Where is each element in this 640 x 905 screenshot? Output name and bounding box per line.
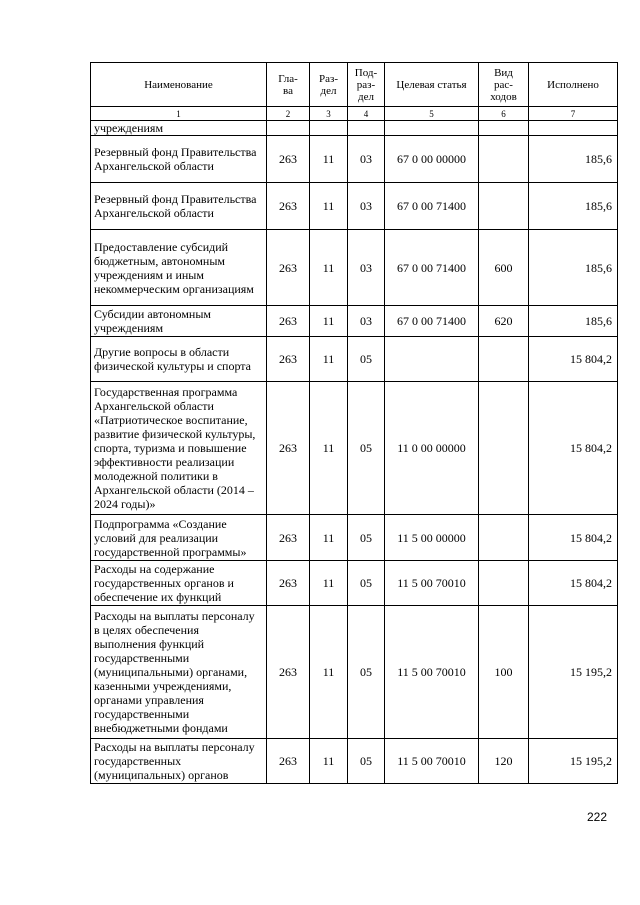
subsection-cell: 03 <box>348 183 385 230</box>
row-name-cell: Расходы на выплаты персоналу государственных (муниципальных) органов <box>91 739 267 784</box>
row-name-cell: Резервный фонд Правительства Архангельской области <box>91 136 267 183</box>
table-row <box>91 382 618 515</box>
column-number: 4 <box>348 107 385 121</box>
subsection-cell: 03 <box>348 230 385 306</box>
section-cell: 11 <box>310 515 348 561</box>
row-name-cell: Государственная программа Архангельской области «Патриотическое воспитание, развитие физической культуры, спорта, туризма и повышение эффективности реализации молодежной политики в Архангельской области (2014 – 2024 годы)» <box>91 382 267 515</box>
column-number: 7 <box>529 107 618 121</box>
executed-cell: 15 804,2 <box>529 382 618 515</box>
executed-cell <box>529 121 618 136</box>
header-section: Раз- дел <box>310 63 348 107</box>
table-row <box>91 306 618 337</box>
table-row <box>91 183 618 230</box>
row-name-cell: Расходы на выплаты персоналу в целях обеспечения выполнения функций государственными (муниципальными) органами, казенными учреждениями, органами управления государственными внебюджетными фондами <box>91 606 267 739</box>
target-article-cell: 67 0 00 71400 <box>385 306 479 337</box>
subsection-cell: 05 <box>348 606 385 739</box>
chapter-cell <box>267 121 310 136</box>
section-cell: 11 <box>310 230 348 306</box>
target-article-cell: 67 0 00 00000 <box>385 136 479 183</box>
section-cell <box>310 121 348 136</box>
chapter-cell: 263 <box>267 337 310 382</box>
chapter-cell: 263 <box>267 306 310 337</box>
target-article-cell: 11 5 00 70010 <box>385 606 479 739</box>
executed-cell: 15 804,2 <box>529 561 618 606</box>
section-cell: 11 <box>310 306 348 337</box>
row-name-cell: Расходы на содержание государственных органов и обеспечение их функций <box>91 561 267 606</box>
executed-cell: 185,6 <box>529 183 618 230</box>
target-article-cell: 11 5 00 70010 <box>385 561 479 606</box>
table-row <box>91 515 618 561</box>
table-row <box>91 561 618 606</box>
column-number-row <box>91 107 618 121</box>
header-name: Наименование <box>91 63 267 107</box>
chapter-cell: 263 <box>267 515 310 561</box>
target-article-cell: 11 5 00 00000 <box>385 515 479 561</box>
table-row <box>91 230 618 306</box>
section-cell: 11 <box>310 183 348 230</box>
executed-cell: 15 804,2 <box>529 515 618 561</box>
chapter-cell: 263 <box>267 382 310 515</box>
table-row <box>91 136 618 183</box>
table-row <box>91 337 618 382</box>
subsection-cell <box>348 121 385 136</box>
chapter-cell: 263 <box>267 183 310 230</box>
section-cell: 11 <box>310 561 348 606</box>
expense-type-cell <box>479 183 529 230</box>
table-row <box>91 739 618 784</box>
expense-type-cell <box>479 337 529 382</box>
chapter-cell: 263 <box>267 606 310 739</box>
subsection-cell: 03 <box>348 306 385 337</box>
subsection-cell: 05 <box>348 515 385 561</box>
target-article-cell: 67 0 00 71400 <box>385 183 479 230</box>
row-name-cell: Предоставление субсидий бюджетным, автономным учреждениям и иным некоммерческим организациям <box>91 230 267 306</box>
header-executed: Исполнено <box>529 63 618 107</box>
target-article-cell: 11 0 00 00000 <box>385 382 479 515</box>
subsection-cell: 05 <box>348 561 385 606</box>
subsection-cell: 03 <box>348 136 385 183</box>
executed-cell: 185,6 <box>529 230 618 306</box>
chapter-cell: 263 <box>267 739 310 784</box>
expense-type-cell: 120 <box>479 739 529 784</box>
table-header-row <box>91 63 618 107</box>
header-subsection: Под- раз- дел <box>348 63 385 107</box>
chapter-cell: 263 <box>267 561 310 606</box>
expense-type-cell <box>479 561 529 606</box>
header-expense-type: Вид рас- ходов <box>479 63 529 107</box>
row-name-cell: учреждениям <box>91 121 267 136</box>
table-row <box>91 121 618 136</box>
expense-type-cell <box>479 382 529 515</box>
row-name-cell: Другие вопросы в области физической культуры и спорта <box>91 337 267 382</box>
header-target-article: Целевая статья <box>385 63 479 107</box>
column-number: 6 <box>479 107 529 121</box>
executed-cell: 15 195,2 <box>529 739 618 784</box>
target-article-cell <box>385 121 479 136</box>
page-number: 222 <box>586 810 607 824</box>
subsection-cell: 05 <box>348 382 385 515</box>
section-cell: 11 <box>310 382 348 515</box>
chapter-cell: 263 <box>267 136 310 183</box>
section-cell: 11 <box>310 739 348 784</box>
executed-cell: 15 195,2 <box>529 606 618 739</box>
table-body <box>91 121 618 784</box>
column-number: 5 <box>385 107 479 121</box>
expense-type-cell <box>479 136 529 183</box>
chapter-cell: 263 <box>267 230 310 306</box>
target-article-cell <box>385 337 479 382</box>
row-name-cell: Подпрограмма «Создание условий для реализации государственной программы» <box>91 515 267 561</box>
executed-cell: 185,6 <box>529 136 618 183</box>
subsection-cell: 05 <box>348 739 385 784</box>
column-number: 1 <box>91 107 267 121</box>
subsection-cell: 05 <box>348 337 385 382</box>
column-number: 3 <box>310 107 348 121</box>
table-row <box>91 606 618 739</box>
column-number: 2 <box>267 107 310 121</box>
row-name-cell: Субсидии автономным учреждениям <box>91 306 267 337</box>
expense-type-cell: 620 <box>479 306 529 337</box>
target-article-cell: 67 0 00 71400 <box>385 230 479 306</box>
expense-type-cell: 100 <box>479 606 529 739</box>
expense-type-cell <box>479 515 529 561</box>
row-name-cell: Резервный фонд Правительства Архангельской области <box>91 183 267 230</box>
target-article-cell: 11 5 00 70010 <box>385 739 479 784</box>
section-cell: 11 <box>310 337 348 382</box>
section-cell: 11 <box>310 136 348 183</box>
expense-type-cell: 600 <box>479 230 529 306</box>
executed-cell: 15 804,2 <box>529 337 618 382</box>
header-chapter: Гла- ва <box>267 63 310 107</box>
budget-execution-table <box>90 62 618 784</box>
expense-type-cell <box>479 121 529 136</box>
executed-cell: 185,6 <box>529 306 618 337</box>
section-cell: 11 <box>310 606 348 739</box>
